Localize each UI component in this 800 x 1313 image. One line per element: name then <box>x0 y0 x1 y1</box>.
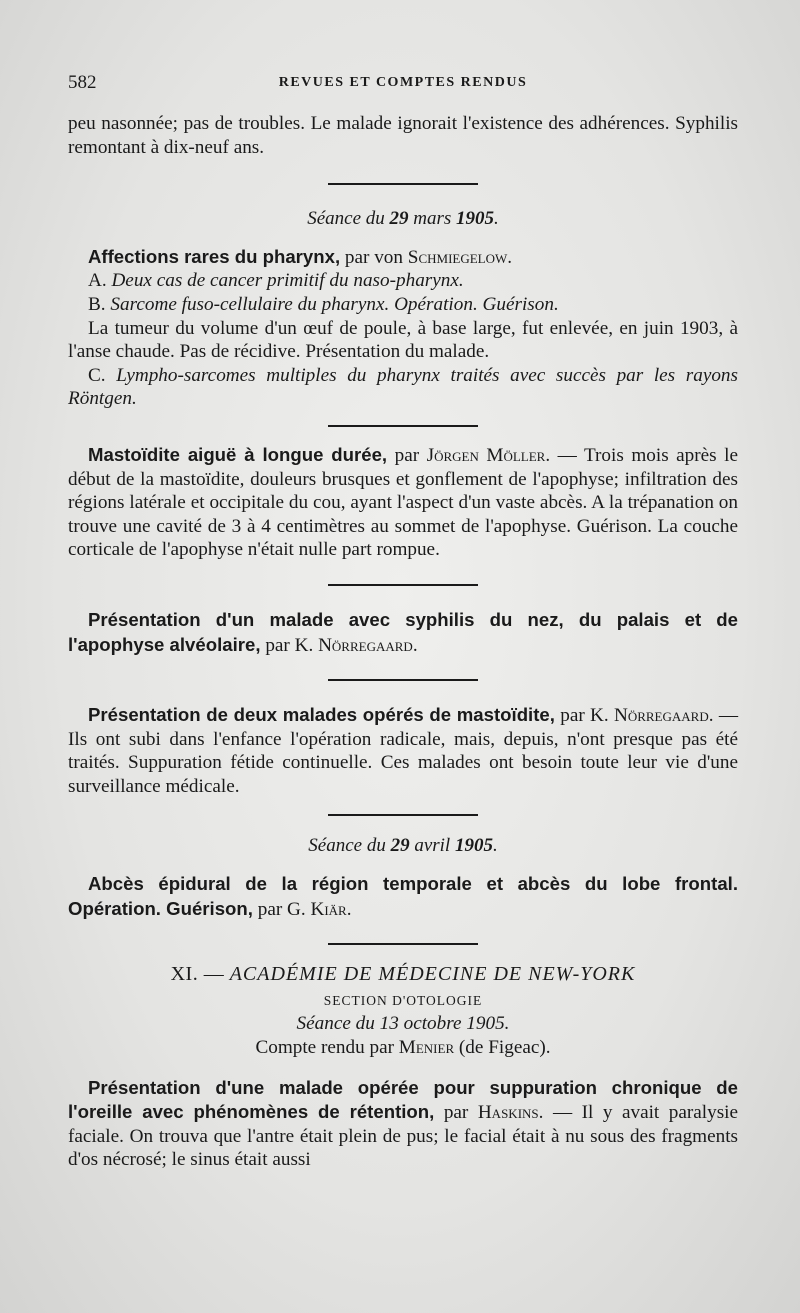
section-title <box>68 963 738 987</box>
list-letter: A. <box>88 270 112 292</box>
session-heading <box>68 834 738 858</box>
session-year: 1905 <box>456 208 495 230</box>
session-month: mars <box>408 208 457 230</box>
section-divider <box>328 425 478 427</box>
page-header <box>68 72 738 98</box>
report-label: Compte rendu par <box>255 1037 399 1059</box>
report-credit <box>68 1036 738 1060</box>
body-text <box>68 112 738 1172</box>
article-body: . — Trois mois après le début de la mastoïdite, douleurs brusques et gonflement de l'apophyse; infiltration des régions latérale et occipitale du cou, ayant l'aspect d'un vaste abcès. A la trépanation on trouve une cavité de 3 à 4 centimètres au sommet de l'apophyse. Guérison. La couche corticale de l'apophyse n'était nulle part rompue. <box>68 444 739 561</box>
article-author: Jörgen Möller <box>426 444 546 466</box>
session-date: 29 <box>389 208 409 230</box>
list-item <box>68 364 738 411</box>
session-year: 1905 <box>454 835 493 857</box>
section-divider <box>328 679 478 681</box>
article-by-end: . <box>346 898 352 920</box>
article-title: Présentation de deux malades opérés de mastoïdite, <box>88 704 555 726</box>
article-by: par G. <box>252 898 311 920</box>
article-by: par K. <box>260 634 319 656</box>
article-heading <box>68 245 738 270</box>
list-letter: B. <box>88 293 111 315</box>
article-paragraph <box>68 872 738 921</box>
intro-paragraph: peu nasonnée; pas de troubles. Le malade ignorait l'existence des adhérences. Syphilis remontant à dix-neuf ans. <box>68 113 738 158</box>
report-author: Menier <box>398 1037 455 1059</box>
article-body: La tumeur du volume d'un œuf de poule, à base large, fut enlevée, en juin 1903, à l'anse chaude. Pas de récidive. Présentation du malade. <box>68 317 738 363</box>
section-name: ACADÉMIE DE MÉDECINE DE NEW-YORK <box>229 963 636 986</box>
article-title: Présentation d'une malade opérée pour suppuration chronique de l'oreille avec phénomènes de rétention, <box>68 1076 738 1123</box>
session-month: avril <box>409 835 455 857</box>
article-by-end: . <box>507 246 513 268</box>
article-by-end: . <box>412 634 418 656</box>
article-by: par K. <box>554 705 614 727</box>
list-text: Sarcome fuso-cellulaire du pharynx. Opération. Guérison. <box>110 293 559 315</box>
article-body: . — Il y avait paralysie faciale. On trouva que l'antre était plein de pus; le facial était à nu sous des fragments d'os nécrosé; le sinus était aussi <box>68 1102 739 1171</box>
session-heading <box>68 207 738 231</box>
session-label: Séance du <box>308 835 391 857</box>
list-item <box>68 269 738 293</box>
article-title: Abcès épidural de la région temporale et abcès du lobe frontal. Opération. Guérison, <box>68 873 738 919</box>
session-period: . <box>492 835 498 857</box>
list-text: Lympho-sarcomes multiples du pharynx traités avec succès par les rayons Röntgen. <box>68 364 738 410</box>
article-by: par <box>387 444 427 466</box>
list-item <box>68 293 738 317</box>
page-number: 582 <box>68 72 97 93</box>
section-divider <box>328 814 478 816</box>
article-by: par von <box>340 246 408 268</box>
session-heading: Séance du 13 octobre 1905. <box>296 1013 510 1035</box>
list-text: Deux cas de cancer primitif du naso-pharynx. <box>111 270 464 292</box>
running-head: REVUES ET COMPTES RENDUS <box>278 75 528 90</box>
section-number: XI. — <box>170 963 230 986</box>
article-title: Présentation d'un malade avec syphilis du nez, du palais et de l'apophyse alvéolaire, <box>68 608 738 655</box>
session-label: Séance du <box>307 208 390 230</box>
article-author: Nörregaard <box>613 705 709 727</box>
session-period: . <box>494 208 499 230</box>
article-paragraph <box>68 703 738 798</box>
session-date: 29 <box>390 835 410 857</box>
article-body: . — Ils ont subi dans l'enfance l'opération radicale, mais, depuis, n'ont presque pas été traités. Suppuration fétide continuelle. Ces malades ont besoin toute leur vie d'une surveillance médicale. <box>68 705 739 797</box>
article-author: Nörregaard <box>318 634 413 656</box>
article-author: Schmiegelow <box>407 246 508 268</box>
list-letter: C. <box>88 364 117 386</box>
section-subtitle: SECTION D'OTOLOGIE <box>323 992 483 1008</box>
article-paragraph <box>68 443 738 562</box>
article-title: Affections rares du pharynx, <box>88 245 341 267</box>
article-author: Kiär <box>310 898 347 920</box>
section-divider <box>328 183 478 185</box>
article-author: Haskins <box>477 1102 539 1124</box>
article-paragraph <box>68 1076 738 1172</box>
article-by: par <box>434 1102 478 1124</box>
article-paragraph <box>68 608 738 657</box>
section-divider <box>328 943 478 945</box>
report-place: (de Figeac). <box>454 1037 551 1059</box>
section-divider <box>328 584 478 586</box>
article-title: Mastoïdite aiguë à longue durée, <box>88 443 388 465</box>
